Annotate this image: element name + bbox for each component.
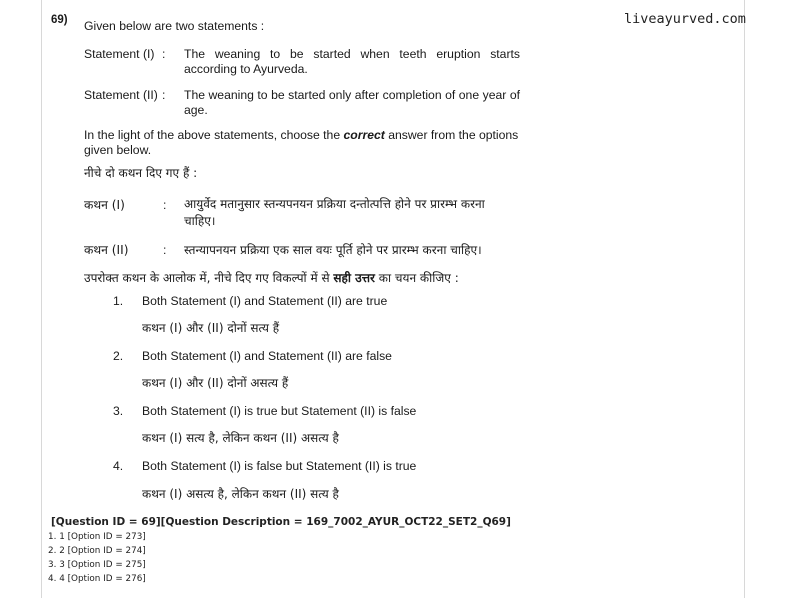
hindi-statement2-label: कथन (II) bbox=[84, 243, 129, 257]
option-id-1: 1. 1 [Option ID = 273] bbox=[48, 532, 146, 542]
hindi-statement1-label: कथन (I) bbox=[84, 198, 125, 212]
hindi-statement2-text: स्तन्यापनयन प्रक्रिया एक साल वयः पूर्ति होने पर प्रारम्भ करना चाहिए। bbox=[184, 243, 482, 257]
hindi-instruction bbox=[84, 270, 459, 287]
option-1-hindi: कथन (I) और (II) दोनों सत्य हैं bbox=[142, 321, 280, 335]
instruction-bold: correct bbox=[343, 128, 385, 142]
hindi-statement2-colon: : bbox=[163, 243, 167, 257]
statement1-colon: : bbox=[162, 47, 166, 61]
hindi-instruction-bold: सही उत्तर bbox=[333, 271, 375, 285]
question-intro: Given below are two statements : bbox=[84, 19, 265, 33]
page-border-left bbox=[41, 0, 42, 598]
question-description: [Question ID = 69][Question Description = 169_7002_AYUR_OCT22_SET2_Q69] bbox=[51, 516, 511, 528]
hindi-statement1-line2: चाहिए। bbox=[184, 214, 216, 228]
instruction-post: answer from the options given below. bbox=[84, 128, 519, 157]
option-3-hindi: कथन (I) सत्य है, लेकिन कथन (II) असत्य है bbox=[142, 431, 339, 445]
instruction-pre: In the light of the above statements, choose the bbox=[84, 128, 344, 142]
page-border-right bbox=[744, 0, 745, 598]
option-2-english: Both Statement (I) and Statement (II) are false bbox=[142, 349, 392, 363]
instruction bbox=[84, 128, 520, 157]
hindi-instruction-pre: उपरोक्त कथन के आलोक में, नीचे दिए गए विकल्पों में से bbox=[84, 271, 334, 285]
statement2-text: The weaning to be started only after completion of one year of age. bbox=[184, 88, 520, 117]
option-2-number: 2. bbox=[113, 349, 124, 363]
option-id-4: 4. 4 [Option ID = 276] bbox=[48, 574, 146, 584]
statement1-label: Statement (I) bbox=[84, 47, 155, 61]
option-1-english: Both Statement (I) and Statement (II) are true bbox=[142, 294, 388, 308]
statement2-label: Statement (II) bbox=[84, 88, 158, 102]
option-3-number: 3. bbox=[113, 404, 124, 418]
watermark: liveayurved.com bbox=[624, 11, 746, 27]
option-id-2: 2. 2 [Option ID = 274] bbox=[48, 546, 146, 556]
option-id-3: 3. 3 [Option ID = 275] bbox=[48, 560, 146, 570]
hindi-intro: नीचे दो कथन दिए गए हैं : bbox=[84, 166, 198, 180]
statement1-text: The weaning to be started when teeth eruption starts according to Ayurveda. bbox=[184, 47, 520, 76]
hindi-statement1-colon: : bbox=[163, 198, 167, 212]
hindi-instruction-post: का चयन कीजिए : bbox=[374, 271, 459, 285]
question-number: 69) bbox=[51, 14, 68, 26]
option-1-number: 1. bbox=[113, 294, 124, 308]
option-4-english: Both Statement (I) is false but Statement (II) is true bbox=[142, 459, 417, 473]
statement2-colon: : bbox=[162, 88, 166, 102]
option-4-number: 4. bbox=[113, 459, 124, 473]
option-2-hindi: कथन (I) और (II) दोनों असत्य हैं bbox=[142, 376, 289, 390]
option-3-english: Both Statement (I) is true but Statement (II) is false bbox=[142, 404, 417, 418]
option-4-hindi: कथन (I) असत्य है, लेकिन कथन (II) सत्य है bbox=[142, 487, 339, 501]
hindi-statement1-line1: आयुर्वेद मतानुसार स्तन्यपनयन प्रक्रिया दन्तोत्पत्ति होने पर प्रारम्भ करना bbox=[184, 197, 485, 211]
